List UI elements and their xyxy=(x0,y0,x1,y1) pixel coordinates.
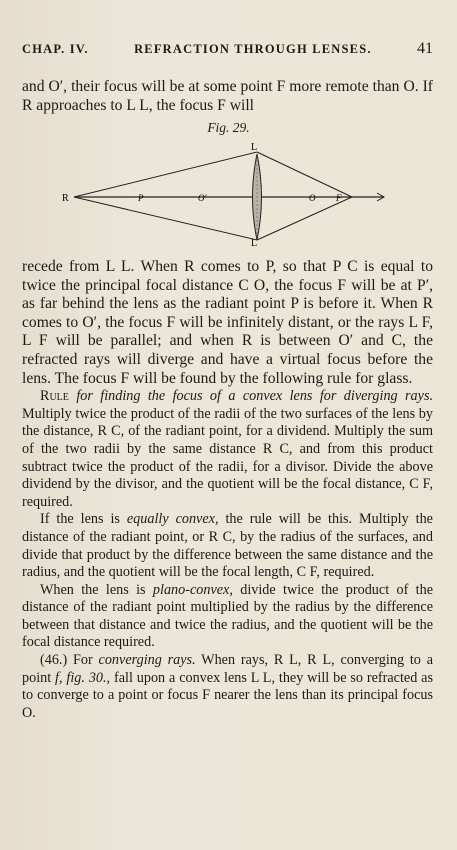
plano-pre: When the lens is xyxy=(40,581,153,598)
converging-f: f, xyxy=(55,669,63,686)
equally-pre: If the lens is xyxy=(40,511,127,528)
paragraph-equally-convex xyxy=(22,511,433,581)
ray-upper-refracted xyxy=(257,152,352,197)
figure-caption: Fig. 29. xyxy=(207,120,250,135)
label-o-prime: O′ xyxy=(198,193,207,203)
label-r: R xyxy=(62,193,69,204)
converging-fig-ref: fig. 30., xyxy=(62,669,111,686)
rule-heading: for finding the focus of a convex lens for diverging rays. xyxy=(76,388,434,405)
label-f: F xyxy=(336,193,342,203)
body-text xyxy=(22,258,433,722)
chapter-title: REFRACTION THROUGH LENSES. xyxy=(134,42,372,56)
page-number: 41 xyxy=(417,40,433,57)
paragraph-plano-convex xyxy=(22,582,433,652)
converging-pre: For xyxy=(67,652,99,669)
rule-text: Multiply twice the product of the radii of the two surfaces of the lens by the distance, R C, of the radiant point, for a dividend. Multiply the sum of the two radii by the same distance R C, and from this product subtract twice the product of the radii, for a divisor. Divide the above dividend by the divisor, and the quotient will be the focal distance, C F, required. xyxy=(22,405,433,510)
lens-diagram xyxy=(62,142,392,246)
converging-italic: converging rays. xyxy=(98,652,196,669)
equally-italic: equally convex, xyxy=(126,511,219,528)
rule-label: Rule xyxy=(40,388,69,405)
label-o: O xyxy=(309,193,316,203)
converging-text-2: fall upon a convex lens L L, they will be so refracted as to converge to a point or focus F nearer the lens than its principal focus O. xyxy=(22,669,433,721)
label-p: P xyxy=(138,193,144,203)
equally-post: the rule will be this. Multiply the distance of the radiant point, or R C, by the radius of the surfaces, and divide that product by the difference between the same distance and the radius, and the quotient will be the focal length, C F, required. xyxy=(22,511,433,581)
section-number: (46.) xyxy=(40,652,68,669)
paragraph-recede: recede from L L. When R comes to P, so that P C is equal to twice the principal focal distance C O, the focus F will be at P′, as far behind the lens as the radiant point P is before it. When R comes to O′, the focus F will be infinitely distant, or the rays L F, L F will be parallel; and when R is between O′ and C, the refracted rays will diverge and have a virtual focus before the lens. The focus F will be found by the following rule for glass. xyxy=(22,258,433,387)
paragraph-rule xyxy=(22,388,433,511)
label-l-top: L xyxy=(251,142,258,153)
ray-lower-incident xyxy=(74,197,257,240)
running-header xyxy=(22,40,433,58)
ray-lower-refracted xyxy=(257,197,352,240)
chapter-label: CHAP. IV. xyxy=(22,42,89,56)
intro-paragraph: and O′, their focus will be at some point F more remote than O. If R approaches to L L, the focus F will xyxy=(22,78,433,114)
paragraph-converging xyxy=(22,652,433,722)
converging-text-1: When rays, R L, R L, converging to a point xyxy=(22,652,433,686)
label-l-bottom: L xyxy=(251,238,258,246)
plano-italic: plano-convex, xyxy=(152,581,233,598)
ray-upper-incident xyxy=(74,152,257,197)
plano-post: divide twice the product of the distance of the radiant point multiplied by the radius by the difference between that distance and twice the radius, and the quotient will be the focal distance required. xyxy=(22,581,433,651)
